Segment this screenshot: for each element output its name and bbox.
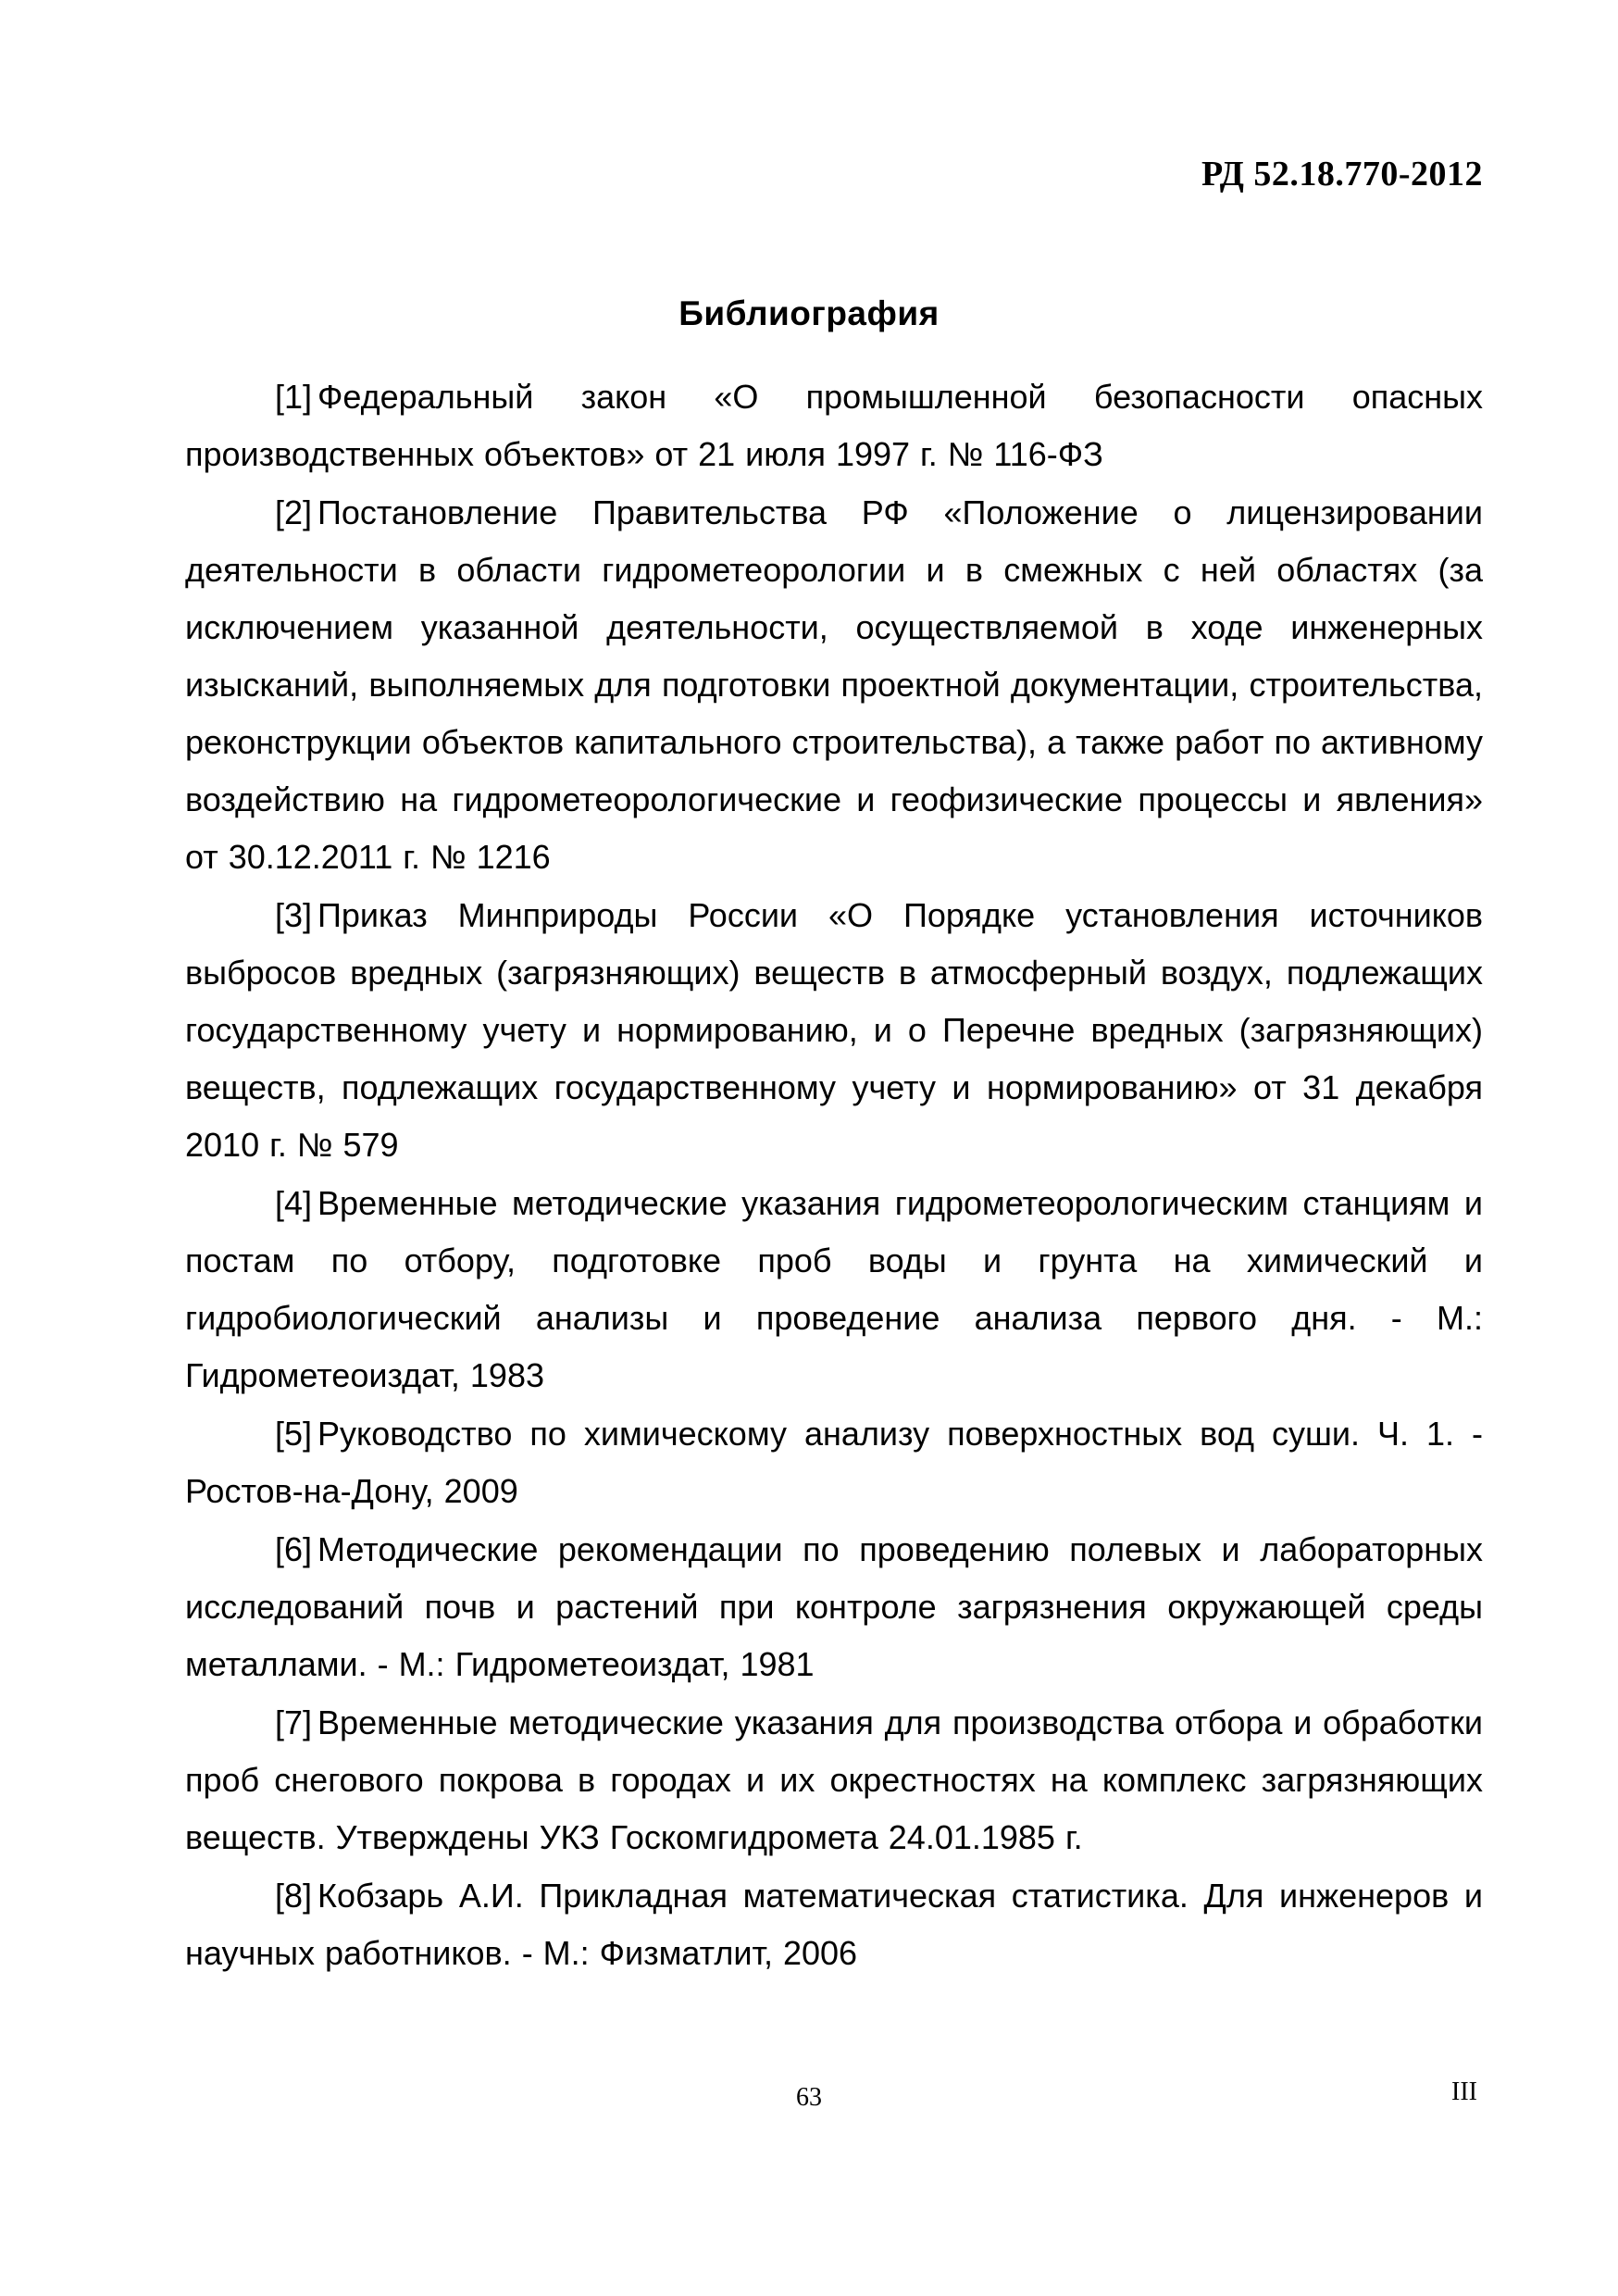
- bibliography-entry: [185, 1405, 1483, 1520]
- entry-text: Руководство по химическому анализу поверхностных вод суши. Ч. 1. - Ростов-на-Дону, 2009: [185, 1415, 1483, 1510]
- page-number: 63: [796, 2083, 822, 2112]
- entry-text: Приказ Минприроды России «О Порядке установления источников выбросов вредных (загрязняющих) веществ в атмосферный воздух, подлежащих государственному учету и нормированию, и о Перечне вредных (загрязняющих) веществ, подлежащих государственному учету и нормированию» от 31 декабря 2010 г. № 579: [185, 896, 1483, 1164]
- bibliography-entry: [185, 484, 1483, 886]
- bibliography-entry: [185, 1521, 1483, 1693]
- page-title: Библиография: [678, 294, 940, 332]
- bibliography-entry: [185, 1867, 1483, 1982]
- entry-number: [1]: [275, 378, 313, 416]
- entry-number: [3]: [275, 896, 313, 934]
- entry-text: Временные методические указания для производства отбора и обработки проб снегового покрова в городах и их окрестностях на комплекс загрязняющих веществ. Утверждены УКЗ Госкомгидромета 24.01.1985 г.: [185, 1703, 1483, 1856]
- entry-number: [6]: [275, 1530, 313, 1568]
- entry-text: Постановление Правительства РФ «Положение о лицензировании деятельности в области гидрометеорологии и в смежных с ней областях (за исключением указанной деятельности, осуществляемой в ходе инженерных изысканий, выполняемых для подготовки проектной документации, строительства, реконструкции объектов капитального строительства), а также работ по активному воздействию на гидрометеорологические и геофизические процессы и явления» от 30.12.2011 г. № 1216: [185, 493, 1483, 876]
- document-code: РД 52.18.770-2012: [1201, 155, 1483, 193]
- entry-number: [5]: [275, 1415, 313, 1453]
- entry-number: [7]: [275, 1703, 313, 1741]
- sheet-mark: III: [1451, 2078, 1477, 2106]
- bibliography-entry: [185, 368, 1483, 483]
- entry-text: Федеральный закон «О промышленной безопасности опасных производственных объектов» от 21 июля 1997 г. № 116-ФЗ: [185, 378, 1483, 473]
- bibliography-entry: [185, 1694, 1483, 1866]
- entry-number: [8]: [275, 1877, 313, 1915]
- bibliography-entry: [185, 1175, 1483, 1404]
- entry-text: Методические рекомендации по проведению полевых и лабораторных исследований почв и растений при контроле загрязнения окружающей среды металлами. - М.: Гидрометеоиздат, 1981: [185, 1530, 1483, 1683]
- bibliography-entry: [185, 887, 1483, 1174]
- bibliography-list: [185, 368, 1483, 1983]
- entry-text: Временные методические указания гидрометеорологическим станциям и постам по отбору, подготовке проб воды и грунта на химический и гидробиологический анализы и проведение анализа первого дня. - М.: Гидрометеоиздат, 1983: [185, 1184, 1483, 1394]
- entry-number: [4]: [275, 1184, 313, 1222]
- entry-text: Кобзарь А.И. Прикладная математическая статистика. Для инженеров и научных работников. - М.: Физматлит, 2006: [185, 1877, 1483, 1972]
- entry-number: [2]: [275, 493, 313, 531]
